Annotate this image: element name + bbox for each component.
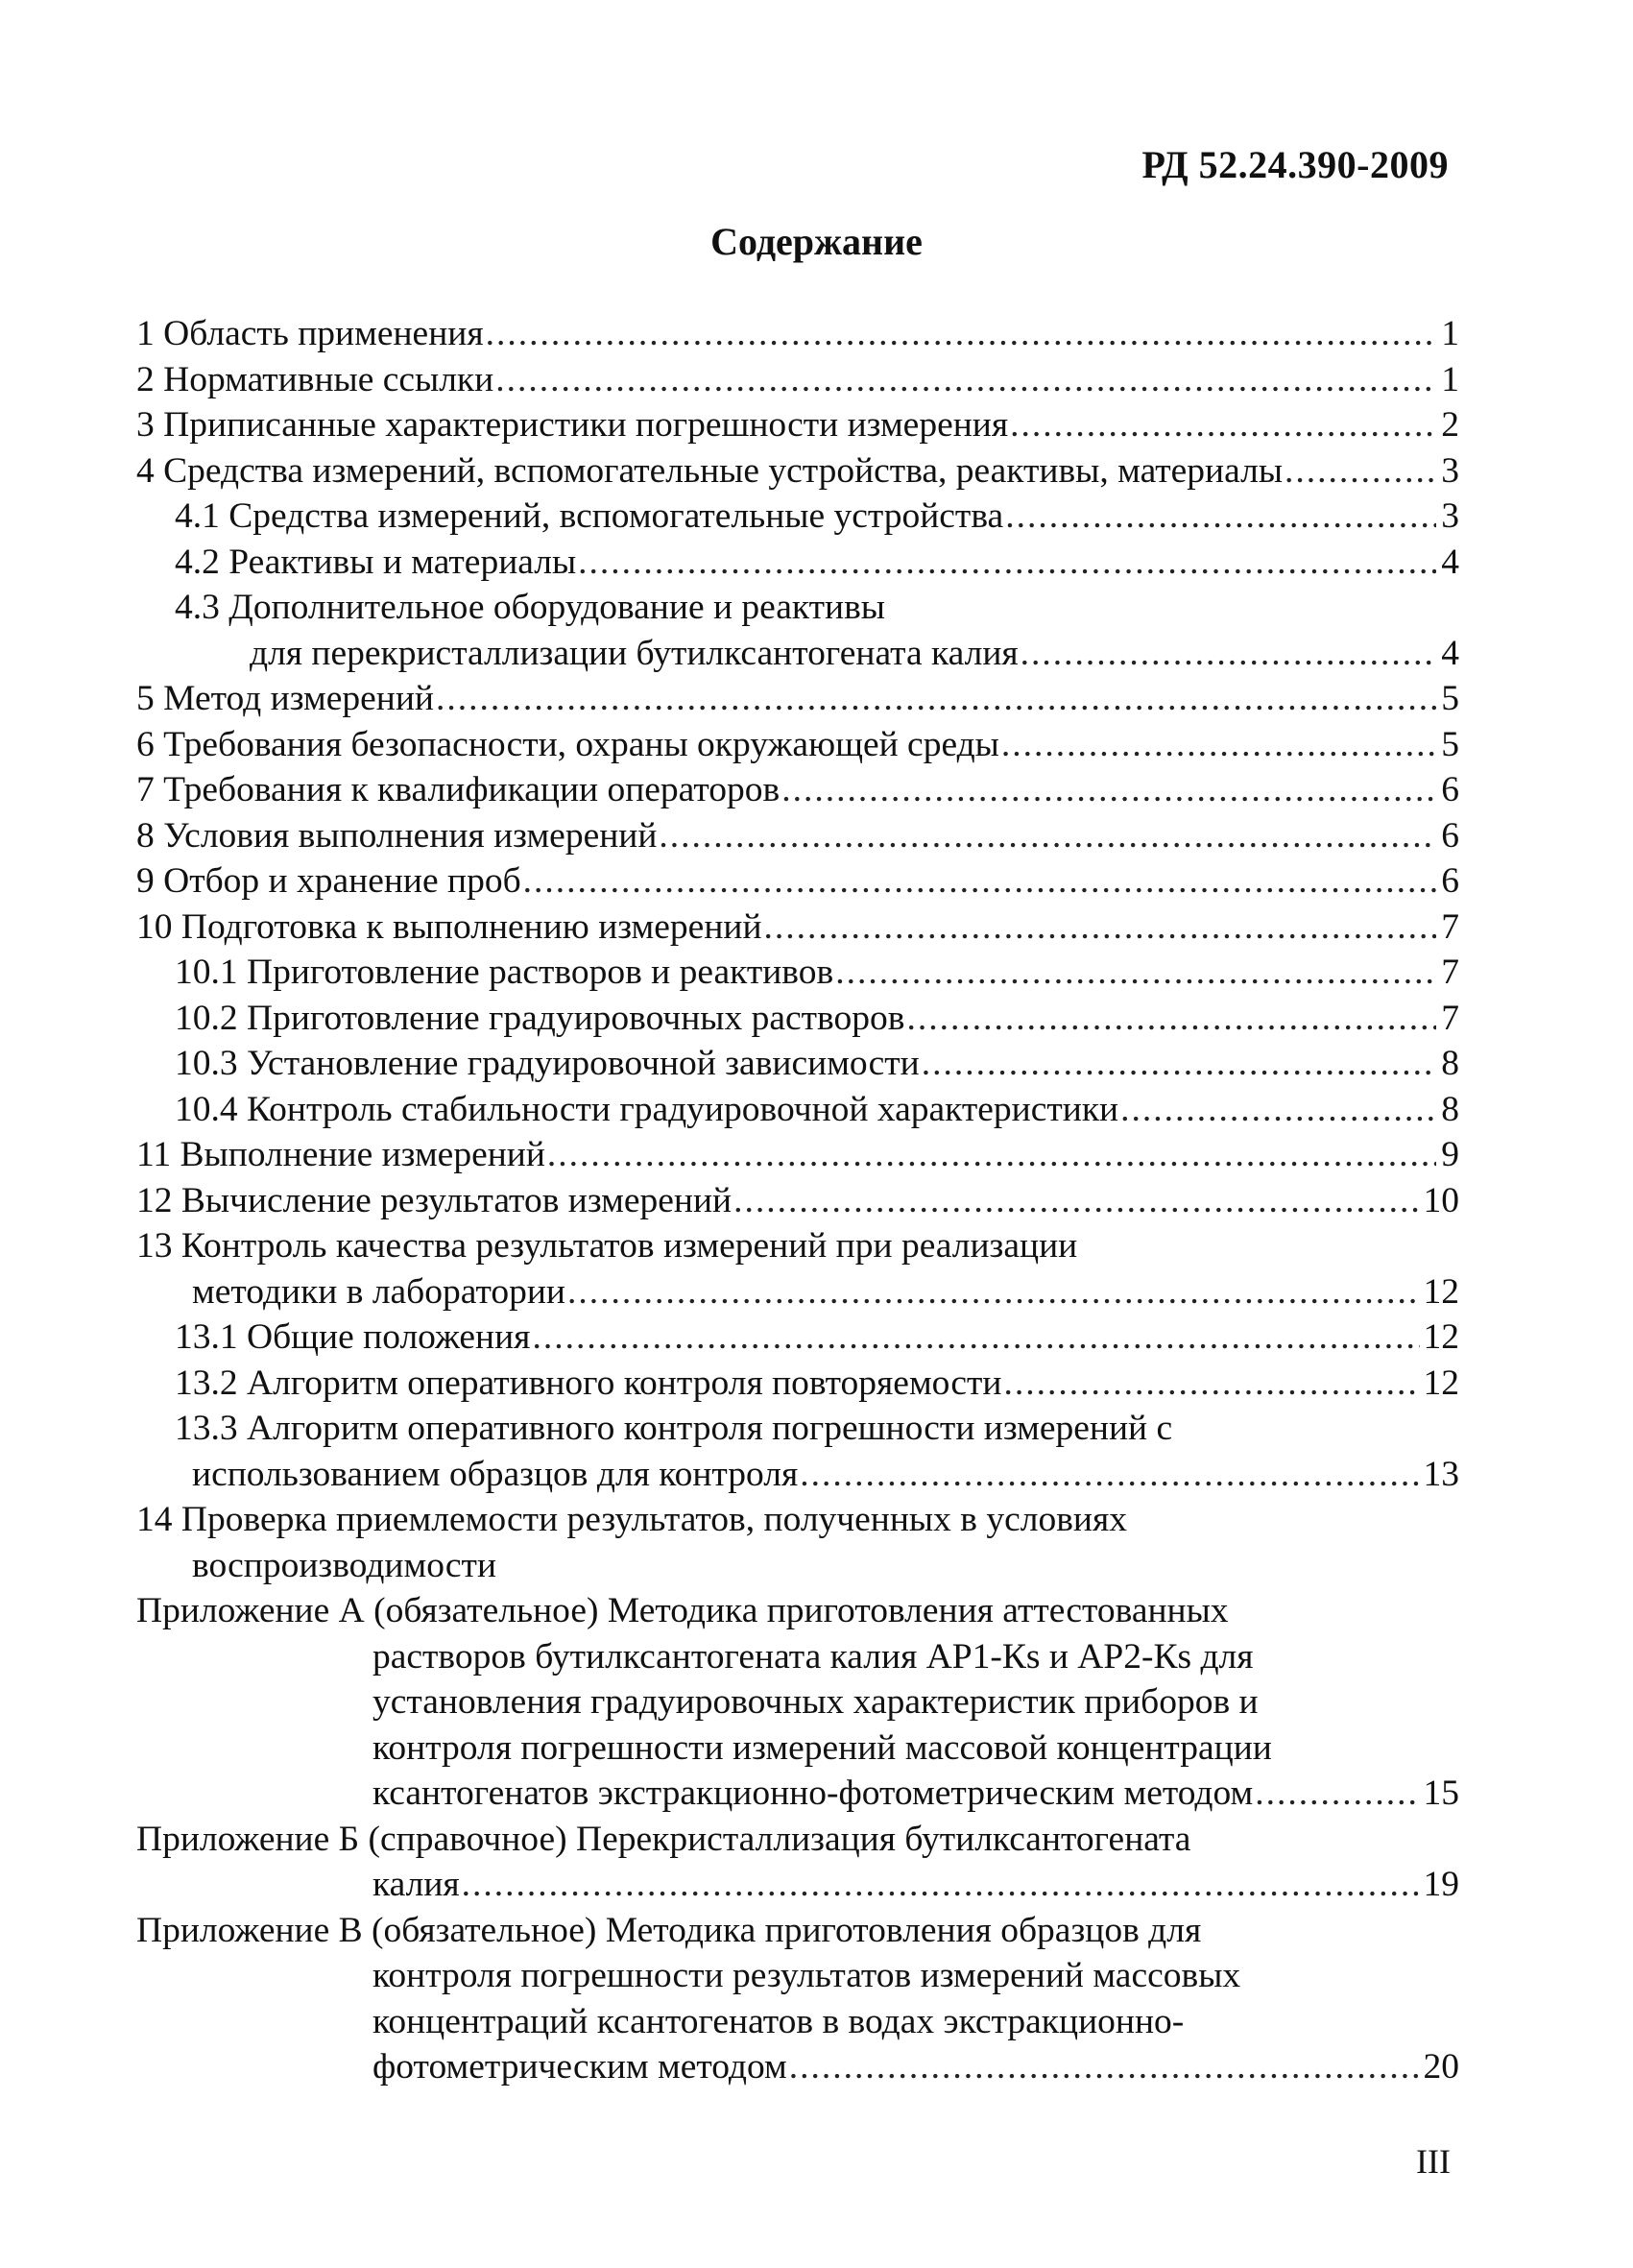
dot-leader — [800, 1452, 1419, 1498]
toc-entry — [136, 1725, 1459, 1772]
toc-entry-page: 5 — [1441, 724, 1459, 764]
toc-entry-text: Приложение Б (справочное) Перекристаллизация бутилксантогената — [136, 1819, 1191, 1859]
dot-leader — [495, 357, 1436, 403]
toc-entry — [136, 858, 1459, 905]
toc-entry-text: использованием образцов для контроля — [192, 1454, 799, 1494]
toc-entry-text: 9 Отбор и хранение проб — [136, 861, 521, 901]
toc-entry — [136, 448, 1459, 495]
toc-entry-page: 4 — [1441, 542, 1459, 582]
toc-entry-text: методики в лаборатории — [192, 1271, 565, 1312]
toc-entry-page: 8 — [1441, 1044, 1459, 1083]
toc-entry-page: 12 — [1423, 1317, 1459, 1357]
toc-entry — [136, 1908, 1459, 1954]
toc-entry — [136, 1087, 1459, 1133]
toc-entry-text: 10 Подготовка к выполнению измерений — [136, 906, 762, 947]
toc-entry — [136, 722, 1459, 768]
toc-entry-page: 6 — [1441, 770, 1459, 809]
toc-entry-page: 19 — [1423, 1865, 1459, 1904]
table-of-contents — [136, 311, 1459, 2090]
toc-entry-text: 13 Контроль качества результатов измерений при реализации — [136, 1226, 1078, 1266]
toc-entry-page: 1 — [1441, 359, 1459, 399]
dot-leader — [906, 996, 1436, 1042]
toc-entry — [136, 311, 1459, 357]
dot-leader — [523, 858, 1436, 905]
dot-leader — [764, 905, 1436, 951]
toc-entry-page: 2 — [1441, 405, 1459, 445]
dot-leader — [578, 540, 1436, 586]
toc-entry — [136, 2044, 1459, 2090]
toc-entry — [136, 1543, 1459, 1589]
toc-entry-text: воспроизводимости — [192, 1545, 497, 1585]
toc-entry-page: 6 — [1441, 861, 1459, 901]
dot-leader — [835, 950, 1436, 996]
toc-entry-page: 8 — [1441, 1089, 1459, 1129]
toc-entry-text: 13.3 Алгоритм оперативного контроля погрешности измерений с — [175, 1409, 1173, 1448]
toc-entry-page: 7 — [1441, 906, 1459, 947]
toc-entry — [136, 1588, 1459, 1634]
toc-entry-text: концентраций ксантогенатов в водах экстракционно- — [372, 2001, 1185, 2041]
toc-entry — [136, 1452, 1459, 1498]
toc-entry — [136, 1862, 1459, 1908]
toc-entry — [136, 357, 1459, 403]
toc-entry-text: 8 Условия выполнения измерений — [136, 815, 658, 856]
dot-leader — [1001, 722, 1436, 768]
page-title: Содержание — [710, 220, 923, 263]
toc-entry-page: 3 — [1441, 450, 1459, 491]
toc-entry-page: 13 — [1423, 1454, 1459, 1494]
toc-entry-text: 14 Проверка приемлемости результатов, полученных в условиях — [136, 1500, 1127, 1539]
toc-entry-page: 12 — [1423, 1271, 1459, 1312]
dot-leader — [659, 813, 1436, 859]
toc-entry-text: 4.3 Дополнительное оборудование и реактивы — [175, 588, 885, 627]
dot-leader — [547, 1132, 1436, 1178]
dot-leader — [1285, 448, 1436, 495]
dot-leader — [462, 1862, 1420, 1908]
toc-entry-text: 13.2 Алгоритм оперативного контроля повторяемости — [175, 1363, 1002, 1403]
toc-entry-text: для перекристаллизации бутилксантогената калия — [250, 633, 1019, 673]
toc-entry — [136, 1817, 1459, 1863]
toc-entry — [136, 1679, 1459, 1725]
toc-entry-text: 6 Требования безопасности, охраны окружающей среды — [136, 724, 999, 764]
toc-entry-text: контроля погрешности измерений массовой концентрации — [372, 1727, 1272, 1768]
toc-entry-text: 11 Выполнение измерений — [136, 1135, 545, 1174]
toc-entry — [136, 1771, 1459, 1817]
toc-entry-text: 4.1 Средства измерений, вспомогательные устройства — [175, 496, 1004, 536]
dot-leader — [1005, 494, 1436, 540]
toc-entry — [136, 1406, 1459, 1452]
toc-entry — [136, 996, 1459, 1042]
toc-entry-text: 5 Метод измерений — [136, 679, 434, 718]
toc-entry-page: 1 — [1441, 314, 1459, 353]
toc-entry-text: 1 Область применения — [136, 314, 484, 353]
toc-entry — [136, 813, 1459, 859]
toc-entry — [136, 1223, 1459, 1269]
toc-entry — [136, 631, 1459, 677]
toc-entry-text: 10.4 Контроль стабильности градуировочной характеристики — [175, 1089, 1119, 1129]
toc-entry — [136, 1999, 1459, 2045]
toc-entry — [136, 1178, 1459, 1224]
dot-leader — [567, 1269, 1420, 1315]
toc-entry-page: 5 — [1441, 679, 1459, 718]
dot-leader — [789, 2044, 1420, 2090]
toc-entry-page: 7 — [1441, 998, 1459, 1038]
toc-entry-text: контроля погрешности результатов измерений массовых — [372, 1956, 1241, 1995]
toc-entry-text: Приложение В (обязательное) Методика приготовления образцов для — [136, 1910, 1202, 1950]
toc-entry-page: 3 — [1441, 496, 1459, 536]
toc-entry-text: Приложение А (обязательное) Методика приготовления аттестованных — [136, 1591, 1229, 1630]
toc-entry-page: 15 — [1423, 1773, 1459, 1813]
dot-leader — [436, 676, 1436, 722]
toc-entry — [136, 494, 1459, 540]
toc-entry-text: установления градуировочных характеристик приборов и — [372, 1682, 1259, 1722]
toc-entry-page: 20 — [1423, 2047, 1459, 2087]
toc-entry-text: 10.2 Приготовление градуировочных растворов — [175, 998, 905, 1038]
toc-entry-page: 10 — [1423, 1180, 1459, 1220]
toc-entry-page: 6 — [1441, 815, 1459, 856]
dot-leader — [733, 1178, 1419, 1224]
toc-entry-text: 2 Нормативные ссылки — [136, 359, 494, 399]
dot-leader — [781, 767, 1436, 813]
toc-entry — [136, 585, 1459, 631]
toc-entry — [136, 1953, 1459, 1999]
toc-entry — [136, 767, 1459, 813]
dot-leader — [486, 311, 1436, 357]
dot-leader — [922, 1041, 1436, 1087]
toc-entry-text: калия — [372, 1865, 460, 1904]
toc-entry-text: фотометрическим методом — [372, 2047, 787, 2087]
toc-entry — [136, 905, 1459, 951]
toc-entry-text: 3 Приписанные характеристики погрешности измерения — [136, 405, 1009, 445]
toc-entry — [136, 402, 1459, 448]
toc-entry — [136, 950, 1459, 996]
toc-entry-page: 9 — [1441, 1135, 1459, 1174]
toc-entry-text: 4.2 Реактивы и материалы — [175, 542, 577, 582]
toc-entry-text: 13.1 Общие положения — [175, 1317, 531, 1357]
toc-entry — [136, 1634, 1459, 1680]
toc-entry-text: растворов бутилксантогената калия АР1-Кs и АР2-Кs для — [372, 1636, 1254, 1677]
toc-entry-page: 12 — [1423, 1363, 1459, 1403]
dot-leader — [1003, 1361, 1419, 1407]
dot-leader — [532, 1315, 1419, 1361]
page-number: III — [1416, 2142, 1451, 2181]
toc-entry — [136, 1041, 1459, 1087]
toc-entry — [136, 1361, 1459, 1407]
toc-entry-text: 7 Требования к квалификации операторов — [136, 770, 780, 809]
dot-leader — [1021, 631, 1436, 677]
toc-entry-text: 10.1 Приготовление растворов и реактивов — [175, 953, 834, 992]
toc-entry-text: 12 Вычисление результатов измерений — [136, 1180, 732, 1220]
document-code: РД 52.24.390-2009 — [1141, 143, 1449, 186]
toc-entry — [136, 1497, 1459, 1543]
toc-entry-page: 7 — [1441, 953, 1459, 992]
dot-leader — [1120, 1087, 1436, 1133]
toc-entry — [136, 676, 1459, 722]
dot-leader — [1255, 1771, 1419, 1817]
toc-entry-text: ксантогенатов экстракционно-фотометрическим методом — [372, 1773, 1254, 1813]
toc-entry-text: 10.3 Установление градуировочной зависимости — [175, 1044, 920, 1083]
toc-entry — [136, 1132, 1459, 1178]
toc-entry — [136, 1315, 1459, 1361]
toc-entry — [136, 540, 1459, 586]
dot-leader — [1010, 402, 1436, 448]
toc-entry — [136, 1269, 1459, 1315]
toc-entry-text: 4 Средства измерений, вспомогательные устройства, реактивы, материалы — [136, 450, 1284, 491]
toc-entry-page: 4 — [1441, 633, 1459, 673]
